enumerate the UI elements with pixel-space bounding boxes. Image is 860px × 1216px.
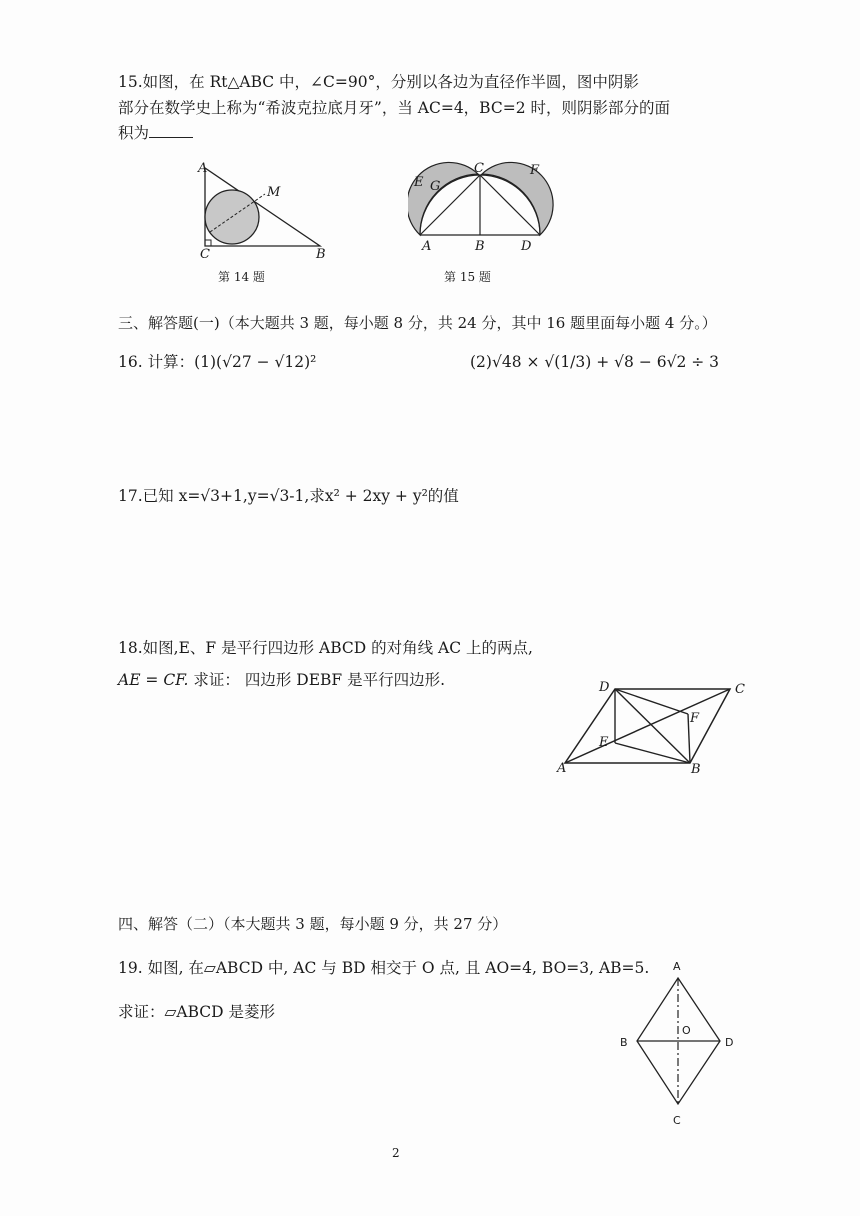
fig15-label-B: B bbox=[475, 239, 485, 254]
fig15-label-F: F bbox=[530, 163, 540, 178]
q18-line1: 18.如图,E、F 是平行四边形 ABCD 的对角线 AC 上的两点, bbox=[118, 639, 533, 657]
q15-line1: 15.如图，在 Rt△ABC 中，∠C=90°，分别以各边为直径作半圆，图中阴影 bbox=[118, 73, 639, 91]
q16-line bbox=[118, 350, 316, 374]
fig18-label-E: E bbox=[599, 735, 609, 750]
fig14-caption: 第 14 题 bbox=[218, 270, 265, 284]
fig15-label-E: E bbox=[414, 175, 424, 190]
q16-part1: (1)(√27 − √12)² bbox=[194, 353, 317, 371]
fig19-label-B: B bbox=[620, 1036, 628, 1049]
fig19-label-C: C bbox=[673, 1114, 681, 1127]
fig15-caption: 第 15 题 bbox=[444, 270, 491, 284]
fig19-label-A: A bbox=[673, 960, 681, 973]
section3-heading: 三、解答题(一)（本大题共 3 题，每小题 8 分，共 24 分，其中 16 题里面每小题 4 分。） bbox=[118, 314, 717, 332]
fig15-label-C: C bbox=[474, 161, 484, 176]
fig15-label-A: A bbox=[422, 239, 432, 254]
fig14-label-A: A bbox=[198, 161, 208, 176]
figure-19 bbox=[612, 956, 742, 1132]
fig15-label-D: D bbox=[521, 239, 532, 254]
fig18-label-A: A bbox=[557, 761, 567, 776]
figure-15 bbox=[408, 158, 558, 263]
answer-blank bbox=[149, 121, 193, 138]
fig14-label-M: M bbox=[267, 185, 281, 200]
q15-line3: 积为 bbox=[118, 121, 193, 145]
figure-18 bbox=[555, 676, 760, 784]
q15-line2: 部分在数学史上称为“希波克拉底月牙”，当 AC=4，BC=2 时，则阴影部分的面 bbox=[118, 99, 670, 117]
q19-line1: 19. 如图, 在▱ABCD 中, AC 与 BD 相交于 O 点, 且 AO=4, BO=3, AB=5. bbox=[118, 959, 650, 977]
q19-line2: 求证：▱ABCD 是菱形 bbox=[118, 1003, 276, 1021]
fig14-label-C: C bbox=[200, 247, 210, 262]
section4-heading: 四、解答（二）（本大题共 3 题，每小题 9 分，共 27 分） bbox=[118, 915, 508, 933]
fig18-label-D: D bbox=[599, 680, 610, 695]
q18-line2: AE = CF. 求证： 四边形 DEBF 是平行四边形. bbox=[118, 671, 446, 689]
fig18-label-C: C bbox=[735, 682, 745, 697]
fig19-label-D: D bbox=[725, 1036, 734, 1049]
fig18-label-B: B bbox=[691, 762, 701, 777]
q17-text: 17.已知 x=√3+1,y=√3-1,求x² + 2xy + y²的值 bbox=[118, 487, 459, 505]
figure-14 bbox=[190, 158, 340, 263]
fig14-label-B: B bbox=[316, 247, 326, 262]
q16-part2: (2)√48 × √(1/3) + √8 − 6√2 ÷ 3 bbox=[470, 353, 720, 371]
fig15-label-G: G bbox=[430, 179, 441, 194]
fig19-label-O: O bbox=[682, 1024, 691, 1037]
fig18-label-F: F bbox=[690, 711, 700, 726]
page-number: 2 bbox=[392, 1146, 400, 1160]
q16-prefix: 16. 计算： bbox=[118, 353, 195, 371]
